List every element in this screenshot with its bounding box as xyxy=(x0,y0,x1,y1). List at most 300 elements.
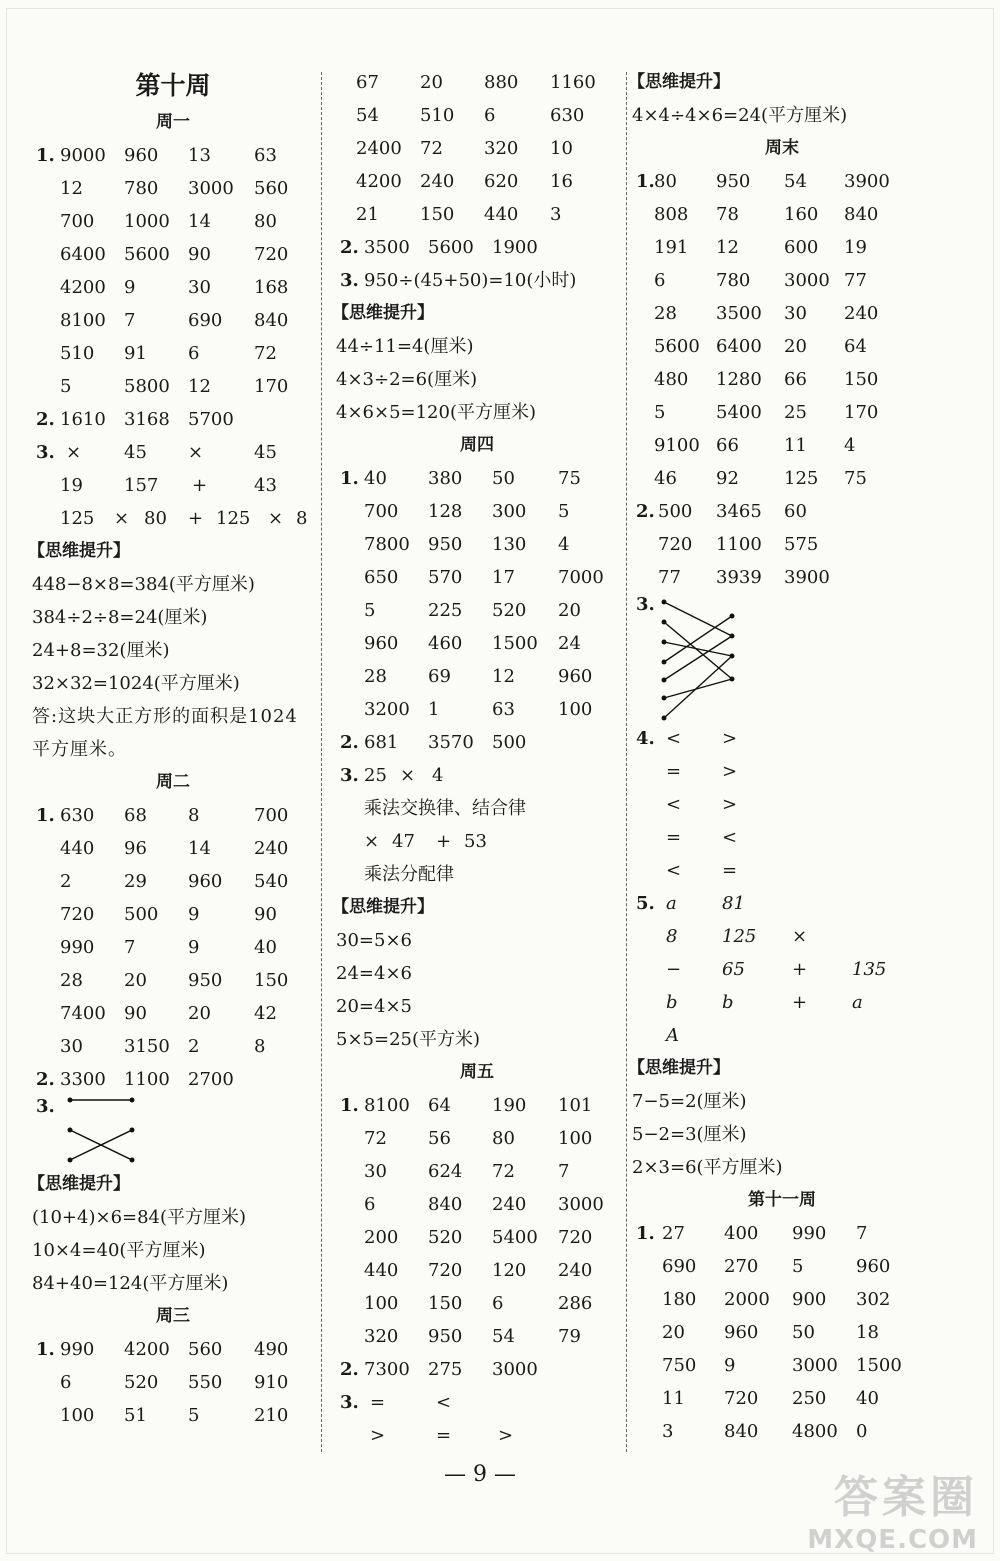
section-heading-thinking: 【思维提升】 xyxy=(628,72,730,92)
answer-row xyxy=(32,964,314,997)
question-number: 1. xyxy=(36,145,55,166)
answer-cell: 700 xyxy=(364,501,399,522)
answer-row xyxy=(336,1155,618,1188)
answer-cell: 720 xyxy=(658,534,693,555)
answer-cell: 950 xyxy=(428,1326,463,1347)
answer-row xyxy=(336,132,618,165)
answer-cell: 910 xyxy=(254,1372,289,1393)
answer-cell: 77 xyxy=(844,270,867,291)
answer-cell: 520 xyxy=(428,1227,463,1248)
answer-cell: 101 xyxy=(558,1095,593,1116)
answer-cell: 624 xyxy=(428,1161,463,1182)
answer-cell: 950 xyxy=(428,534,463,555)
answer-row xyxy=(632,722,932,755)
answer-cell: < xyxy=(722,827,738,848)
answer-cell: 5400 xyxy=(492,1227,538,1248)
question-number: 2. xyxy=(36,409,55,430)
monday-question-1 xyxy=(32,139,314,403)
question-number: 1. xyxy=(36,805,55,826)
answer-cell: 510 xyxy=(60,343,95,364)
answer-cell: 6 xyxy=(364,1194,376,1215)
answer-cell: 1160 xyxy=(550,72,596,93)
answer-cell: 302 xyxy=(856,1289,891,1310)
section-heading-thinking: 【思维提升】 xyxy=(28,1174,130,1194)
answer-cell: 125 xyxy=(60,508,95,529)
answer-cell: 125 xyxy=(722,926,757,947)
answer-cell: b xyxy=(722,992,734,1013)
tuesday-question-2 xyxy=(32,1063,314,1096)
answer-cell: 157 xyxy=(124,475,159,496)
answer-cell: 681 xyxy=(364,732,399,753)
answer-cell: 6400 xyxy=(716,336,762,357)
answer-cell: 28 xyxy=(654,303,677,324)
answer-cell: 30 xyxy=(784,303,807,324)
answer-cell: 29 xyxy=(124,871,147,892)
column-divider-2 xyxy=(626,72,627,1452)
answer-cell: 19 xyxy=(844,237,867,258)
answer-cell: 6 xyxy=(492,1293,504,1314)
answer-cell: 81 xyxy=(722,893,745,914)
answer-row xyxy=(336,165,618,198)
answer-cell: 5 xyxy=(654,402,666,423)
answer-cell: × xyxy=(400,765,416,786)
answer-cell: 0 xyxy=(856,1421,868,1442)
answer-cell: 8 xyxy=(254,1036,266,1057)
answer-row xyxy=(632,1283,932,1316)
answer-cell: 30 xyxy=(188,277,211,298)
answer-cell: 300 xyxy=(492,501,527,522)
question-number: 2. xyxy=(636,501,655,522)
answer-cell: 1900 xyxy=(492,237,538,258)
page-number: — 9 — xyxy=(444,1462,516,1487)
matching-lines-figure xyxy=(52,1096,192,1168)
answer-cell: 720 xyxy=(254,244,289,265)
answer-row xyxy=(336,1287,618,1320)
answer-cell: + xyxy=(192,475,208,496)
question-number: 5. xyxy=(636,893,655,914)
answer-cell: 150 xyxy=(844,369,879,390)
answer-cell: 54 xyxy=(492,1326,515,1347)
answer-row xyxy=(632,788,932,821)
answer-cell: 1280 xyxy=(716,369,762,390)
answer-cell: 21 xyxy=(356,204,379,225)
answer-cell: 64 xyxy=(844,336,867,357)
answer-cell: 12 xyxy=(188,376,211,397)
answer-cell: 60 xyxy=(784,501,807,522)
answer-row xyxy=(32,205,314,238)
answer-cell: 500 xyxy=(492,732,527,753)
question-number: 3. xyxy=(340,270,359,291)
answer-cell: 45 xyxy=(124,442,147,463)
answer-row xyxy=(632,920,932,953)
answer-cell: 240 xyxy=(420,171,455,192)
answer-cell: 3000 xyxy=(784,270,830,291)
question-number: 3. xyxy=(36,442,55,463)
answer-row xyxy=(632,1250,932,1283)
answer-cell: 72 xyxy=(420,138,443,159)
answer-cell: 3 xyxy=(662,1421,674,1442)
section-heading-thinking: 【思维提升】 xyxy=(28,541,130,561)
solution-line: 448−8×8=384(平方厘米) xyxy=(32,574,255,595)
weekend-question-2 xyxy=(632,495,932,594)
answer-row xyxy=(32,799,314,832)
answer-cell: 6400 xyxy=(60,244,106,265)
day-title-friday: 周五 xyxy=(460,1062,494,1082)
answer-cell: 840 xyxy=(428,1194,463,1215)
answer-cell: 550 xyxy=(188,1372,223,1393)
answer-cell: 990 xyxy=(60,937,95,958)
answer-cell: 5400 xyxy=(716,402,762,423)
answer-cell: 100 xyxy=(558,699,593,720)
answer-row xyxy=(336,1089,618,1122)
day-title-weekend: 周末 xyxy=(765,138,799,158)
answer-cell: 3000 xyxy=(492,1359,538,1380)
answer-cell: 500 xyxy=(658,501,693,522)
answer-cell: 6 xyxy=(654,270,666,291)
answer-cell: 950÷(45+50)=10(小时) xyxy=(364,270,577,291)
answer-cell: 150 xyxy=(254,970,289,991)
answer-row xyxy=(336,660,618,693)
day-title-tuesday: 周二 xyxy=(156,772,190,792)
answer-cell: 45 xyxy=(254,442,277,463)
answer-cell: 650 xyxy=(364,567,399,588)
answer-row xyxy=(632,755,932,788)
answer-cell: 5 xyxy=(558,501,570,522)
week-11-question-1 xyxy=(632,1217,932,1448)
answer-cell: 6 xyxy=(60,1372,72,1393)
question-number: 2. xyxy=(340,1359,359,1380)
answer-row xyxy=(336,627,618,660)
answer-row xyxy=(632,297,932,330)
answer-row xyxy=(336,66,618,99)
answer-cell: + xyxy=(792,992,808,1013)
answer-cell: A xyxy=(666,1025,679,1046)
answer-cell: 20 xyxy=(784,336,807,357)
answer-cell: 840 xyxy=(724,1421,759,1442)
answer-cell: 286 xyxy=(558,1293,593,1314)
answer-cell: 9 xyxy=(188,904,200,925)
day-title-monday: 周一 xyxy=(156,112,190,132)
answer-row xyxy=(32,139,314,172)
answer-cell: 600 xyxy=(784,237,819,258)
answer-cell: 8100 xyxy=(60,310,106,331)
answer-cell: 5 xyxy=(188,1405,200,1426)
answer-cell: 960 xyxy=(724,1322,759,1343)
answer-cell: < xyxy=(666,794,682,815)
answer-row xyxy=(336,561,618,594)
answer-cell: 4 xyxy=(844,435,856,456)
answer-cell: + xyxy=(436,831,452,852)
answer-cell: 780 xyxy=(716,270,751,291)
answer-cell: 4 xyxy=(432,765,444,786)
answer-cell: 75 xyxy=(558,468,581,489)
answer-cell: 66 xyxy=(716,435,739,456)
solution-line: 384÷2÷8=24(厘米) xyxy=(32,607,208,628)
answer-row xyxy=(32,1333,314,1366)
question-number: 2. xyxy=(340,237,359,258)
answer-cell: 8 xyxy=(296,508,308,529)
answer-cell: 700 xyxy=(254,805,289,826)
wednesday-question-3 xyxy=(336,264,618,297)
answer-cell: 570 xyxy=(428,567,463,588)
answer-cell: = xyxy=(436,1425,452,1446)
answer-cell: 540 xyxy=(254,871,289,892)
week-title: 第十周 xyxy=(135,71,211,100)
answer-cell: 191 xyxy=(654,237,689,258)
answer-cell: 14 xyxy=(188,838,211,859)
answer-row xyxy=(632,396,932,429)
tuesday-question-1 xyxy=(32,799,314,1063)
answer-cell: 9 xyxy=(124,277,136,298)
answer-row xyxy=(336,198,618,231)
answer-cell: 7 xyxy=(558,1161,570,1182)
answer-cell: 30 xyxy=(364,1161,387,1182)
answer-row xyxy=(32,370,314,403)
answer-cell: 72 xyxy=(254,343,277,364)
answer-row xyxy=(32,865,314,898)
wednesday-question-1-continued xyxy=(336,66,618,231)
answer-cell: 690 xyxy=(662,1256,697,1277)
answer-cell: 12 xyxy=(492,666,515,687)
answer-cell: 720 xyxy=(60,904,95,925)
answer-cell: 1 xyxy=(428,699,440,720)
question-number: 1. xyxy=(340,1095,359,1116)
answer-cell: 51 xyxy=(124,1405,147,1426)
column-divider-1 xyxy=(321,72,322,1452)
answer-row xyxy=(336,495,618,528)
answer-row xyxy=(632,887,932,920)
answer-cell: 3465 xyxy=(716,501,762,522)
monday-question-3-row xyxy=(32,469,314,502)
answer-cell: 4 xyxy=(558,534,570,555)
answer-cell: 90 xyxy=(254,904,277,925)
answer-cell: 690 xyxy=(188,310,223,331)
answer-cell: 320 xyxy=(484,138,519,159)
answer-cell: < xyxy=(666,728,682,749)
answer-cell: 20 xyxy=(558,600,581,621)
monday-question-3-row xyxy=(32,436,314,469)
answer-cell: 490 xyxy=(254,1339,289,1360)
answer-cell: 11 xyxy=(662,1388,685,1409)
answer-cell: 6 xyxy=(484,105,496,126)
answer-cell: + xyxy=(188,508,204,529)
answer-cell: 67 xyxy=(356,72,379,93)
answer-cell: × xyxy=(66,442,82,463)
answer-cell: 1000 xyxy=(124,211,170,232)
answer-column-3 xyxy=(628,66,932,1448)
matching-lines-figure xyxy=(656,594,776,722)
day-title-thursday: 周四 xyxy=(460,435,494,455)
answer-cell: 1610 xyxy=(60,409,106,430)
answer-row xyxy=(336,594,618,627)
solution-line: 4×3÷2=6(厘米) xyxy=(336,369,478,390)
answer-cell: 80 xyxy=(654,171,677,192)
answer-cell: 66 xyxy=(784,369,807,390)
answer-cell: 5600 xyxy=(654,336,700,357)
answer-cell: 63 xyxy=(254,145,277,166)
answer-cell: 47 xyxy=(392,831,415,852)
answer-cell: 2 xyxy=(188,1036,200,1057)
answer-column-1 xyxy=(28,66,314,1432)
answer-cell: 7300 xyxy=(364,1359,410,1380)
day-title-wednesday: 周三 xyxy=(156,1306,190,1326)
answer-cell: 2700 xyxy=(188,1069,234,1090)
answer-cell: 9 xyxy=(724,1355,736,1376)
answer-cell: 50 xyxy=(792,1322,815,1343)
answer-cell: 91 xyxy=(124,343,147,364)
answer-cell: 8 xyxy=(666,926,678,947)
solution-line: (10+4)×6=84(平方厘米) xyxy=(32,1207,247,1228)
wednesday-question-1 xyxy=(32,1333,314,1432)
answer-cell: 950 xyxy=(716,171,751,192)
answer-cell: 40 xyxy=(254,937,277,958)
answer-row xyxy=(32,931,314,964)
answer-row xyxy=(632,165,932,198)
answer-row xyxy=(32,238,314,271)
answer-cell: 630 xyxy=(60,805,95,826)
answer-cell: 80 xyxy=(144,508,167,529)
answer-cell: 1100 xyxy=(716,534,762,555)
answer-cell: 100 xyxy=(558,1128,593,1149)
answer-row xyxy=(632,1349,932,1382)
answer-cell: = xyxy=(666,761,682,782)
answer-cell: 960 xyxy=(188,871,223,892)
weekend-question-3 xyxy=(632,594,932,722)
answer-cell: < xyxy=(666,860,682,881)
monday-question-2 xyxy=(32,403,314,436)
answer-cell: 170 xyxy=(844,402,879,423)
answer-cell: 3570 xyxy=(428,732,474,753)
thursday-question-1 xyxy=(336,462,618,726)
answer-cell: 240 xyxy=(558,1260,593,1281)
answer-cell: 460 xyxy=(428,633,463,654)
answer-cell: 46 xyxy=(654,468,677,489)
answer-cell: 150 xyxy=(420,204,455,225)
answer-cell: 78 xyxy=(716,204,739,225)
answer-cell: 225 xyxy=(428,600,463,621)
question-number: 1. xyxy=(636,1223,655,1244)
answer-row xyxy=(632,1217,932,1250)
answer-row xyxy=(632,264,932,297)
answer-row xyxy=(632,528,932,561)
answer-row xyxy=(336,1320,618,1353)
answer-cell: 125 xyxy=(784,468,819,489)
answer-row xyxy=(632,462,932,495)
weekend-question-4 xyxy=(632,722,932,887)
answer-cell: a xyxy=(666,893,677,914)
answer-cell: 5 xyxy=(60,376,72,397)
answer-row xyxy=(32,1399,314,1432)
answer-cell: 9100 xyxy=(654,435,700,456)
answer-row xyxy=(336,1188,618,1221)
solution-line: 24=4×6 xyxy=(336,963,412,984)
answer-row xyxy=(632,1415,932,1448)
answer-row xyxy=(32,832,314,865)
answer-cell: 50 xyxy=(492,468,515,489)
answer-row xyxy=(632,198,932,231)
answer-row xyxy=(632,330,932,363)
solution-line: 44÷11=4(厘米) xyxy=(336,336,474,357)
answer-cell: 250 xyxy=(792,1388,827,1409)
solution-line: 5×5=25(平方米) xyxy=(336,1029,481,1050)
answer-cell: 620 xyxy=(484,171,519,192)
wednesday-question-2 xyxy=(336,231,618,264)
answer-row xyxy=(336,693,618,726)
answer-cell: 3500 xyxy=(364,237,410,258)
answer-cell: 240 xyxy=(492,1194,527,1215)
answer-cell: 54 xyxy=(784,171,807,192)
answer-cell: 56 xyxy=(428,1128,451,1149)
answer-cell: 560 xyxy=(254,178,289,199)
answer-cell: 16 xyxy=(550,171,573,192)
solution-line: 30=5×6 xyxy=(336,930,412,951)
answer-cell: 42 xyxy=(254,1003,277,1024)
answer-cell: 28 xyxy=(60,970,83,991)
answer-cell: 210 xyxy=(254,1405,289,1426)
friday-question-3-row xyxy=(336,1419,618,1452)
answer-cell: 560 xyxy=(188,1339,223,1360)
answer-cell: 840 xyxy=(254,310,289,331)
answer-cell: 63 xyxy=(492,699,515,720)
answer-cell: 120 xyxy=(492,1260,527,1281)
answer-cell: 2400 xyxy=(356,138,402,159)
answer-cell: b xyxy=(666,992,678,1013)
section-heading-thinking: 【思维提升】 xyxy=(332,303,434,323)
question-number: 3. xyxy=(340,765,359,786)
answer-cell: 990 xyxy=(60,1339,95,1360)
answer-cell: 840 xyxy=(844,204,879,225)
answer-cell: 20 xyxy=(420,72,443,93)
answer-cell: 150 xyxy=(428,1293,463,1314)
answer-cell: 80 xyxy=(492,1128,515,1149)
solution-line: 7−5=2(厘米) xyxy=(632,1091,747,1112)
answer-cell: 960 xyxy=(364,633,399,654)
answer-cell: 3000 xyxy=(188,178,234,199)
thursday-question-3-row xyxy=(336,759,618,792)
answer-cell: 24 xyxy=(558,633,581,654)
answer-cell: 96 xyxy=(124,838,147,859)
answer-cell: 170 xyxy=(254,376,289,397)
answer-cell: 4200 xyxy=(60,277,106,298)
answer-cell: 780 xyxy=(124,178,159,199)
law-name: 乘法分配律 xyxy=(364,864,454,885)
answer-cell: 3168 xyxy=(124,409,170,430)
answer-row xyxy=(632,1019,932,1052)
answer-row xyxy=(32,337,314,370)
answer-row xyxy=(632,986,932,1019)
answer-cell: 7 xyxy=(856,1223,868,1244)
answer-row xyxy=(336,1254,618,1287)
solution-line: 2×3=6(平方厘米) xyxy=(632,1157,783,1178)
answer-cell: 79 xyxy=(558,1326,581,1347)
answer-cell: 11 xyxy=(784,435,807,456)
answer-cell: 5600 xyxy=(124,244,170,265)
question-number: 4. xyxy=(636,728,655,749)
week-11-title: 第十一周 xyxy=(748,1190,816,1210)
answer-cell: + xyxy=(792,959,808,980)
answer-cell: 68 xyxy=(124,805,147,826)
answer-cell: 3900 xyxy=(784,567,830,588)
answer-cell: 8100 xyxy=(364,1095,410,1116)
answer-cell: 440 xyxy=(484,204,519,225)
answer-cell: 4800 xyxy=(792,1421,838,1442)
section-heading-thinking: 【思维提升】 xyxy=(332,897,434,917)
answer-cell: × xyxy=(268,508,284,529)
answer-cell: 20 xyxy=(124,970,147,991)
solution-line: 4×4÷4×6=24(平方厘米) xyxy=(632,105,848,126)
question-number: 3. xyxy=(340,1392,359,1413)
answer-cell: 7400 xyxy=(60,1003,106,1024)
